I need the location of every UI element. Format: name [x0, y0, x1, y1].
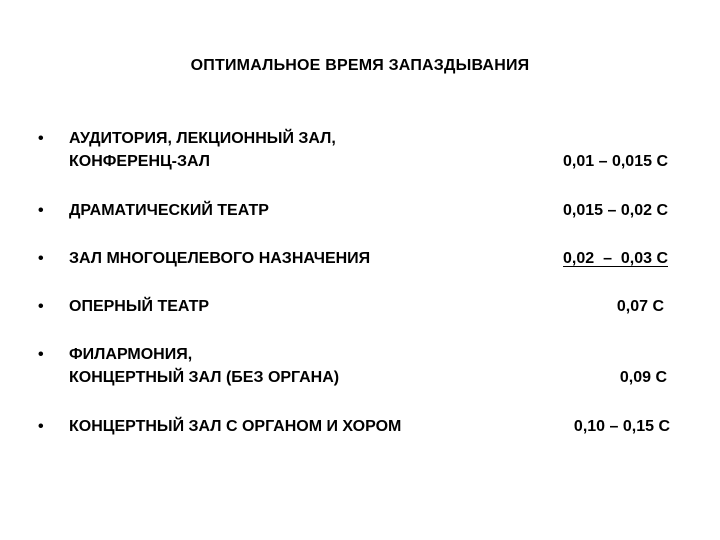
item-value: 0,02 – 0,03 С — [563, 250, 668, 267]
item-label-line: АУДИТОРИЯ, ЛЕКЦИОННЫЙ ЗАЛ, — [69, 130, 336, 147]
item-value: 0,07 С — [616, 298, 664, 315]
item-label: ЗАЛ МНОГОЦЕЛЕВОГО НАЗНАЧЕНИЯ — [69, 250, 371, 267]
list-item — [0, 296, 720, 320]
bullet-icon: • — [38, 250, 44, 267]
item-value: 0,09 С — [619, 369, 667, 386]
bullet-icon: • — [38, 346, 44, 363]
list-item — [0, 128, 720, 176]
list-item — [0, 248, 720, 272]
bullet-icon: • — [38, 418, 44, 435]
list-item — [0, 416, 720, 440]
bullet-icon: • — [38, 298, 44, 315]
item-label: ОПЕРНЫЙ ТЕАТР — [69, 298, 210, 315]
item-label-line: ФИЛАРМОНИЯ, — [69, 346, 193, 363]
bullet-icon: • — [38, 130, 44, 147]
item-label: ДРАМАТИЧЕСКИЙ ТЕАТР — [69, 202, 269, 219]
item-value: 0,01 – 0,015 С — [563, 153, 668, 170]
item-label-line: КОНФЕРЕНЦ-ЗАЛ — [69, 153, 211, 170]
list-item — [0, 344, 720, 392]
page-title: ОПТИМАЛЬНОЕ ВРЕМЯ ЗАПАЗДЫВАНИЯ — [190, 57, 530, 74]
item-label: КОНЦЕРТНЫЙ ЗАЛ С ОРГАНОМ И ХОРОМ — [69, 418, 402, 435]
list-item — [0, 200, 720, 224]
bullet-icon: • — [38, 202, 44, 219]
item-value: 0,015 – 0,02 С — [563, 202, 668, 219]
item-label-line: КОНЦЕРТНЫЙ ЗАЛ (БЕЗ ОРГАНА) — [69, 369, 340, 386]
item-value: 0,10 – 0,15 С — [573, 418, 670, 435]
